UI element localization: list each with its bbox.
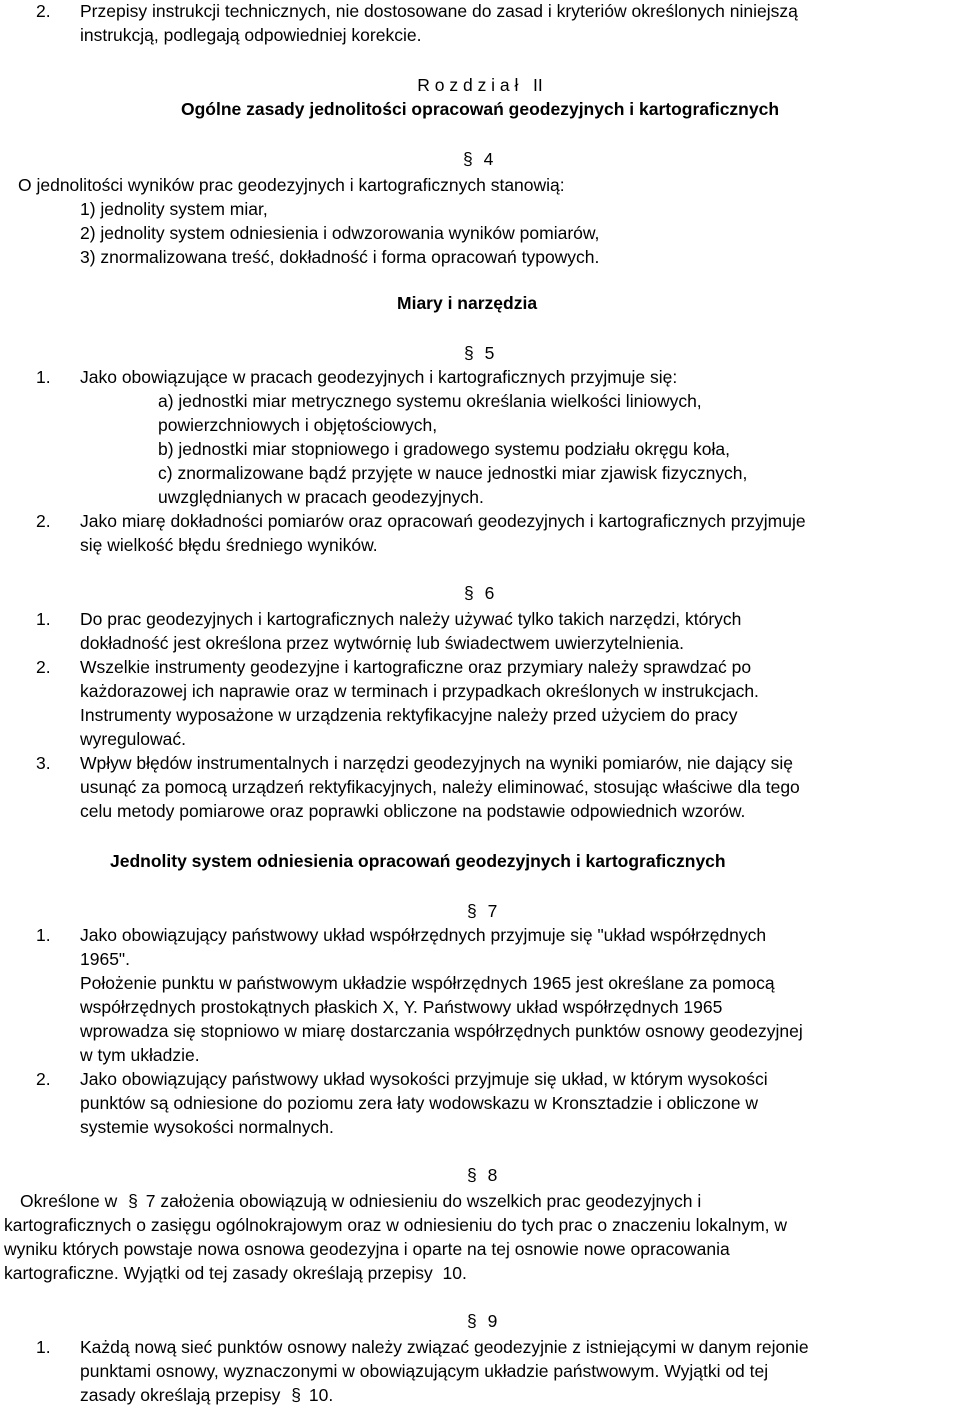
section-sign-icon: § [467, 1165, 477, 1185]
section-5-heading [464, 342, 494, 366]
intro-number: 2. [36, 1, 51, 21]
p7-line-1d: współrzędnych prostokątnych płaskich X, Y. Państwowy układ współrzędnych 1965 [80, 997, 723, 1017]
p5-num-1: 1. [36, 367, 51, 387]
section-6-heading [464, 582, 494, 606]
p8-line-4: kartograficzne. Wyjątki od tej zasady określają przepisy 10. [4, 1263, 467, 1283]
p4-lead: O jednolitości wyników prac geodezyjnych i kartograficznych stanowią: [18, 175, 565, 195]
p6-line-3c: celu metody pomiarowe oraz poprawki obliczone na podstawie odpowiednich wzorów. [80, 801, 746, 821]
section-sign-icon: § [467, 1311, 477, 1331]
intro-line-1: Przepisy instrukcji technicznych, nie dostosowane do zasad i kryteriów określonych niniejszą [80, 1, 798, 21]
p5-c-1: c) znormalizowane bądź przyjęte w nauce jednostki miar zjawisk fizycznych, [158, 463, 748, 483]
p5-line-1: Jako obowiązujące w pracach geodezyjnych i kartograficznych przyjmuje się: [80, 367, 678, 387]
section-sign-icon: § [128, 1191, 138, 1211]
p8-line-1-pre: Określone w [20, 1191, 118, 1211]
p7-line-2b: punktów są odniesione do poziomu zera łaty wodowskazu w Kronsztadzie i obliczone w [80, 1093, 759, 1113]
section-5-number: 5 [484, 343, 495, 363]
p7-num-2: 2. [36, 1069, 51, 1089]
section-sign-icon: § [464, 583, 474, 603]
section-9-number: 9 [487, 1311, 498, 1331]
p8-line-1 [20, 1190, 701, 1214]
section-9-heading [467, 1310, 497, 1334]
heading-miary: Miary i narzędzia [397, 293, 538, 313]
p7-line-1e: wprowadza się stopniowo w miarę dostarczania współrzędnych punktów osnowy geodezyjnej [80, 1021, 803, 1041]
p9-line-1c [80, 1384, 333, 1408]
heading-system: Jednolity system odniesienia opracowań geodezyjnych i kartograficznych [110, 851, 726, 871]
section-8-number: 8 [487, 1165, 498, 1185]
p8-line-2: kartograficznych o zasięgu ogólnokrajowym oraz w odniesieniu do tych prac o znaczeniu lokalnym, w [4, 1215, 788, 1235]
p7-line-1b: 1965". [80, 949, 131, 969]
chapter-title: Ogólne zasady jednolitości opracowań geodezyjnych i kartograficznych [180, 99, 780, 119]
p8-line-1-post: 7 założenia obowiązują w odniesieniu do wszelkich prac geodezyjnych i [145, 1191, 702, 1211]
p6-line-3b: usunąć za pomocą urządzeń rektyfikacyjnych, należy eliminować, stosując właściwe dla tego [80, 777, 800, 797]
p6-num-1: 1. [36, 609, 51, 629]
p9-line-1b: punktami osnowy, wyznaczonymi w obowiązującym układzie państwowym. Wyjątki od tej [80, 1361, 769, 1381]
p5-c-2: uwzględnianych w pracach geodezyjnych. [158, 487, 484, 507]
p6-num-3: 3. [36, 753, 51, 773]
p6-line-2a: Wszelkie instrumenty geodezyjne i kartograficzne oraz przymiary należy sprawdzać po [80, 657, 752, 677]
section-4-number: 4 [483, 149, 494, 169]
p7-line-1a: Jako obowiązujący państwowy układ współrzędnych przyjmuje się "układ współrzędnych [80, 925, 767, 945]
chapter-label: R o z d z i a ł II [417, 75, 543, 95]
p6-line-2b: każdorazowej ich naprawie oraz w terminach i przypadkach określonych w instrukcjach. [80, 681, 759, 701]
p6-line-1a: Do prac geodezyjnych i kartograficznych należy używać tylko takich narzędzi, których [80, 609, 742, 629]
p4-item-2: 2) jednolity system odniesienia i odwzorowania wyników pomiarów, [80, 223, 600, 243]
p5-a-1: a) jednostki miar metrycznego systemu określania wielkości liniowych, [158, 391, 702, 411]
p7-num-1: 1. [36, 925, 51, 945]
intro-line-2: instrukcją, podlegają odpowiedniej korekcie. [80, 25, 422, 45]
p6-line-3a: Wpływ błędów instrumentalnych i narzędzi geodezyjnych na wyniki pomiarów, nie dający się [80, 753, 793, 773]
p7-line-2c: systemie wysokości normalnych. [80, 1117, 334, 1137]
section-sign-icon: § [467, 901, 477, 921]
section-8-heading [467, 1164, 497, 1188]
section-sign-icon: § [464, 343, 474, 363]
p9-line-1c-post: 10. [308, 1385, 334, 1405]
section-4-heading [463, 148, 493, 172]
section-sign-icon: § [291, 1385, 301, 1405]
p4-item-1: 1) jednolity system miar, [80, 199, 268, 219]
p6-line-1b: dokładność jest określona przez wytwórnię lub świadectwem uwierzytelnienia. [80, 633, 685, 653]
p8-line-3: wyniku których powstaje nowa osnowa geodezyjna i oparte na tej osnowie nowe opracowania [4, 1239, 730, 1259]
p9-line-1a: Każdą nową sieć punktów osnowy należy związać geodezyjnie z istniejącymi w danym rejonie [80, 1337, 809, 1357]
p6-line-2d: wyregulować. [80, 729, 187, 749]
p5-line-2b: się wielkość błędu średniego wyników. [80, 535, 378, 555]
p5-b-1: b) jednostki miar stopniowego i gradowego systemu podziału okręgu koła, [158, 439, 730, 459]
p7-line-1c: Położenie punktu w państwowym układzie współrzędnych 1965 jest określane za pomocą [80, 973, 775, 993]
p5-line-2a: Jako miarę dokładności pomiarów oraz opracowań geodezyjnych i kartograficznych przyjmuje [80, 511, 806, 531]
p4-item-3: 3) znormalizowana treść, dokładność i forma opracowań typowych. [80, 247, 600, 267]
p9-line-1c-pre: zasady określają przepisy [80, 1385, 281, 1405]
section-6-number: 6 [484, 583, 495, 603]
p5-a-2: powierzchniowych i objętościowych, [158, 415, 438, 435]
p7-line-2a: Jako obowiązujący państwowy układ wysokości przyjmuje się układ, w którym wysokości [80, 1069, 768, 1089]
p6-line-2c: Instrumenty wyposażone w urządzenia rektyfikacyjne należy przed użyciem do pracy [80, 705, 738, 725]
section-7-heading [467, 900, 497, 924]
p6-num-2: 2. [36, 657, 51, 677]
p9-num-1: 1. [36, 1337, 51, 1357]
section-7-number: 7 [487, 901, 498, 921]
p7-line-1f: w tym układzie. [80, 1045, 200, 1065]
section-sign-icon: § [463, 149, 473, 169]
p5-num-2: 2. [36, 511, 51, 531]
